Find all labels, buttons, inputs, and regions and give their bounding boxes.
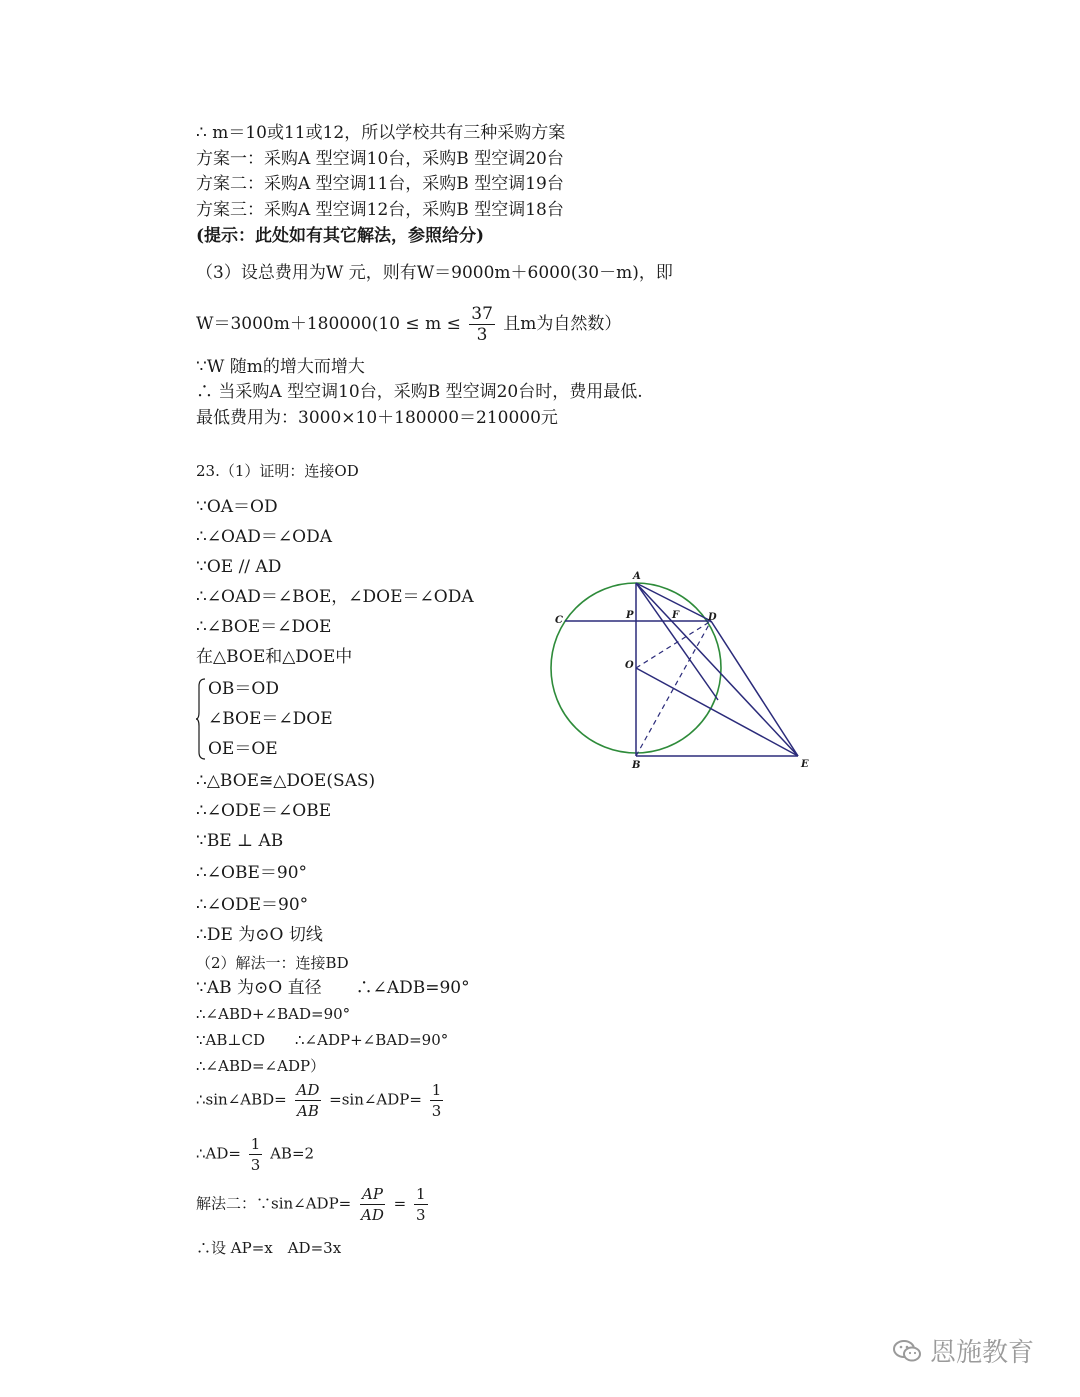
fraction-numerator: 1 — [250, 1135, 261, 1153]
system-brace-icon — [196, 678, 206, 760]
segment-de — [711, 621, 798, 756]
text-line-l30: ∵AB⊥CD ∴∠ADP+∠BAD=90° — [196, 1031, 449, 1049]
fraction-numerator: 1 — [416, 1185, 426, 1203]
text-line-l12: ∵OA＝OD — [196, 497, 278, 517]
text-line-l16: ∴∠BOE＝∠DOE — [196, 617, 332, 637]
wechat-icon — [892, 1338, 922, 1364]
segment-ae — [636, 583, 798, 756]
fraction-denominator: 3 — [250, 1156, 261, 1174]
text-line-l2: 方案一：采购A 型空调10台，采购B 型空调20台 — [196, 149, 564, 169]
text-line-l19: ∠BOE＝∠DOE — [208, 709, 333, 729]
text-line-l21: ∴△BOE≅△DOE(SAS) — [196, 771, 376, 791]
text-line-l25: ∴∠ODE＝90° — [196, 895, 309, 915]
text-line-l15: ∴∠OAD＝∠BOE，∠DOE＝∠ODA — [196, 587, 474, 607]
fraction-1-3 — [414, 1184, 428, 1225]
fraction-numerator: AD — [296, 1081, 320, 1099]
ad-value-pre: ∴AD= — [196, 1144, 241, 1163]
segment-oe — [636, 668, 798, 756]
fraction-numerator: 1 — [431, 1081, 442, 1099]
text-line-l26: ∴DE 为⊙O 切线 — [196, 925, 323, 945]
dashed-od — [636, 621, 711, 668]
text-line-l24: ∴∠OBE＝90° — [196, 863, 308, 883]
label-e: E — [801, 759, 809, 770]
method-two-pre: 解法二：∵sin∠ADP= — [196, 1194, 352, 1213]
sin-abd-line — [196, 1080, 446, 1121]
text-line-l22: ∴∠ODE＝∠OBE — [196, 801, 332, 821]
fraction-denominator: AD — [361, 1206, 384, 1224]
text-line-l10: 最低费用为：3000×10＋180000＝210000元 — [196, 408, 558, 428]
method-two-mid: = — [393, 1194, 407, 1213]
geometry-diagram — [540, 560, 840, 780]
fraction-denominator: 3 — [416, 1206, 426, 1224]
fraction-1-3 — [249, 1134, 263, 1175]
label-f: F — [672, 610, 680, 621]
fraction-ap-ad — [359, 1184, 386, 1225]
text-line-l17: 在△BOE和△DOE中 — [196, 647, 353, 667]
watermark — [892, 1332, 1034, 1369]
text-line-l6: （3）设总费用为W 元，则有W＝9000m＋6000(30－m)，即 — [196, 263, 673, 283]
fraction-denominator: 3 — [476, 325, 488, 345]
cost-function-post: 且m为自然数） — [503, 314, 622, 334]
fraction-37-3 — [469, 304, 495, 345]
watermark-text: 恩施教育 — [930, 1338, 1035, 1368]
text-line-l3: 方案二：采购A 型空调11台，采购B 型空调19台 — [196, 174, 564, 194]
fraction-ad-ab — [295, 1080, 322, 1121]
fraction-denominator: AB — [297, 1102, 319, 1120]
ad-value-line — [196, 1134, 314, 1175]
text-line-l11: 23.（1）证明：连接OD — [196, 462, 359, 480]
label-c: C — [555, 615, 563, 626]
text-line-l27: （2）解法一：连接BD — [196, 954, 349, 972]
label-b: B — [632, 760, 641, 771]
label-a: A — [633, 571, 641, 582]
text-line-l20: OE＝OE — [208, 739, 278, 759]
text-line-l13: ∴∠OAD＝∠ODA — [196, 527, 332, 547]
text-line-l18: OB＝OD — [208, 679, 279, 699]
text-line-l23: ∵BE ⊥ AB — [196, 831, 284, 851]
label-p: P — [626, 610, 634, 621]
text-line-l1: ∴ m＝10或11或12，所以学校共有三种采购方案 — [196, 123, 566, 143]
text-line-l8: ∵W 随m的增大而增大 — [196, 357, 365, 377]
fraction-denominator: 3 — [431, 1102, 442, 1120]
text-line-l31: ∴∠ABD=∠ADP） — [196, 1057, 326, 1075]
text-line-l28: ∵AB 为⊙O 直径 ∴∠ADB=90° — [196, 978, 470, 998]
label-o: O — [625, 660, 634, 671]
method-two-line — [196, 1184, 431, 1225]
fraction-1-3 — [430, 1080, 444, 1121]
sin-abd-pre: ∴sin∠ABD= — [196, 1090, 287, 1109]
fraction-numerator: 37 — [471, 304, 493, 324]
cost-function-pre: W＝3000m＋180000(10 ≤ m ≤ — [196, 314, 461, 334]
text-line-l4: 方案三：采购A 型空调12台，采购B 型空调18台 — [196, 200, 564, 220]
ad-value-post: AB=2 — [270, 1144, 315, 1163]
cost-function-line — [196, 304, 621, 345]
text-line-l29: ∴∠ABD+∠BAD=90° — [196, 1005, 351, 1023]
text-line-l14: ∵OE // AD — [196, 557, 282, 577]
text-line-l9: ∴ 当采购A 型空调10台，采购B 型空调20台时，费用最低. — [196, 382, 643, 402]
label-d: D — [708, 612, 717, 623]
sin-adp-mid: =sin∠ADP= — [329, 1090, 422, 1109]
text-line-l5: (提示：此处如有其它解法，参照给分) — [196, 226, 485, 246]
fraction-numerator: AP — [361, 1185, 383, 1203]
text-line-l36: ∴设 AP=x AD=3x — [196, 1239, 342, 1257]
